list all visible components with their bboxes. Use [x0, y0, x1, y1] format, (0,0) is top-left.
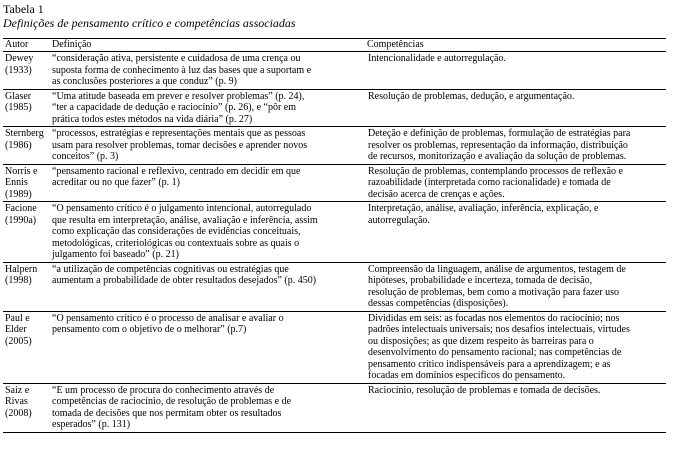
table-row [3, 262, 666, 311]
header-author: Autor [3, 39, 50, 52]
definition-cell: “E um processo de procura do conhecimento através de competências de raciocínio, de resolução de problemas e de tomada de decisões que nos permitam obter os resultados esperados” (p. 131) [50, 383, 365, 432]
table-row [3, 52, 666, 90]
author-cell: Saiz e Rivas (2008) [3, 383, 50, 432]
competencies-cell: Compreensão da linguagem, análise de argumentos, testagem de hipóteses, probabilidade e incerteza, tomada de decisão, resolução de problemas, bem como a motivação para fazer uso dessas competências (disposições). [365, 262, 666, 311]
table-caption: Definições de pensamento crítico e competências associadas [3, 16, 296, 30]
header-definition: Definição [50, 39, 365, 52]
table-number: Tabela 1 [3, 2, 44, 16]
table-row [3, 383, 666, 432]
author-cell: Norris e Ennis (1989) [3, 164, 50, 202]
competencies-cell: Resolução de problemas, contemplando processos de reflexão e razoabilidade (interpretada como racionalidade) e tomada de decisão acerca de crenças e ações. [365, 164, 666, 202]
header-competencies: Competências [365, 39, 666, 52]
definition-cell: “a utilização de competências cognitivas ou estratégias que aumentam a probabilidade de obter resultados desejados” (p. 450) [50, 262, 365, 311]
table-row [3, 311, 666, 383]
author-cell: Facione (1990a) [3, 202, 50, 263]
definition-cell: “pensamento racional e reflexivo, centrado em decidir em que acreditar ou no que fazer” (p. 1) [50, 164, 365, 202]
table-row [3, 202, 666, 263]
author-cell: Glaser (1985) [3, 89, 50, 127]
table-header-row [3, 39, 666, 52]
author-cell: Paul e Elder (2005) [3, 311, 50, 383]
author-cell: Sternberg (1986) [3, 127, 50, 165]
definition-cell: “consideração ativa, persistente e cuidadosa de uma crença ou suposta forma de conhecimento à luz das bases que a suportam e as conclusões posteriores a que conduz” (p. 9) [50, 52, 365, 90]
competencies-cell: Deteção e definição de problemas, formulação de estratégias para resolver os problemas, representação da informação, distribuição de recursos, monitorização e avaliação da solução de problemas. [365, 127, 666, 165]
definition-cell: “processos, estratégias e representações mentais que as pessoas usam para resolver problemas, tomar decisões e aprender novos conceitos” (p. 3) [50, 127, 365, 165]
table-row [3, 89, 666, 127]
competencies-cell: Divididas em seis: as focadas nos elementos do raciocínio; nos padrões intelectuais universais; nos desafios intelectuais, virtudes ou disposições; as que dizem respeito às barreiras para o desenvolvimento do pensamento racional; nas competências de pensamento crítico indispensáveis para a aprendizagem; e as focadas em domínios específicos do pensamento. [365, 311, 666, 383]
competencies-cell: Intencionalidade e autorregulação. [365, 52, 666, 90]
table-row [3, 164, 666, 202]
author-cell: Halpern (1998) [3, 262, 50, 311]
definition-cell: “O pensamento crítico é o processo de analisar e avaliar o pensamento com o objetivo de o melhorar” (p.7) [50, 311, 365, 383]
competencies-cell: Raciocínio, resolução de problemas e tomada de decisões. [365, 383, 666, 432]
definition-cell: “Uma atitude baseada em prever e resolver problemas” (p. 24), “ter a capacidade de dedução e raciocínio” (p. 26), e “pôr em prática todos estes métodos na vida diária” (p. 27) [50, 89, 365, 127]
table-row [3, 127, 666, 165]
definitions-table [3, 38, 666, 433]
author-cell: Dewey (1933) [3, 52, 50, 90]
competencies-cell: Resolução de problemas, dedução, e argumentação. [365, 89, 666, 127]
competencies-cell: Interpretação, análise, avaliação, inferência, explicação, e autorregulação. [365, 202, 666, 263]
definition-cell: “O pensamento crítico é o julgamento intencional, autorregulado que resulta em interpretação, análise, avaliação e inferência, assim como explicação das considerações de evidências conceituais, metodológicas, criteriológicas ou contextuais sobre as quais o julgamento foi baseado” (p. 21) [50, 202, 365, 263]
